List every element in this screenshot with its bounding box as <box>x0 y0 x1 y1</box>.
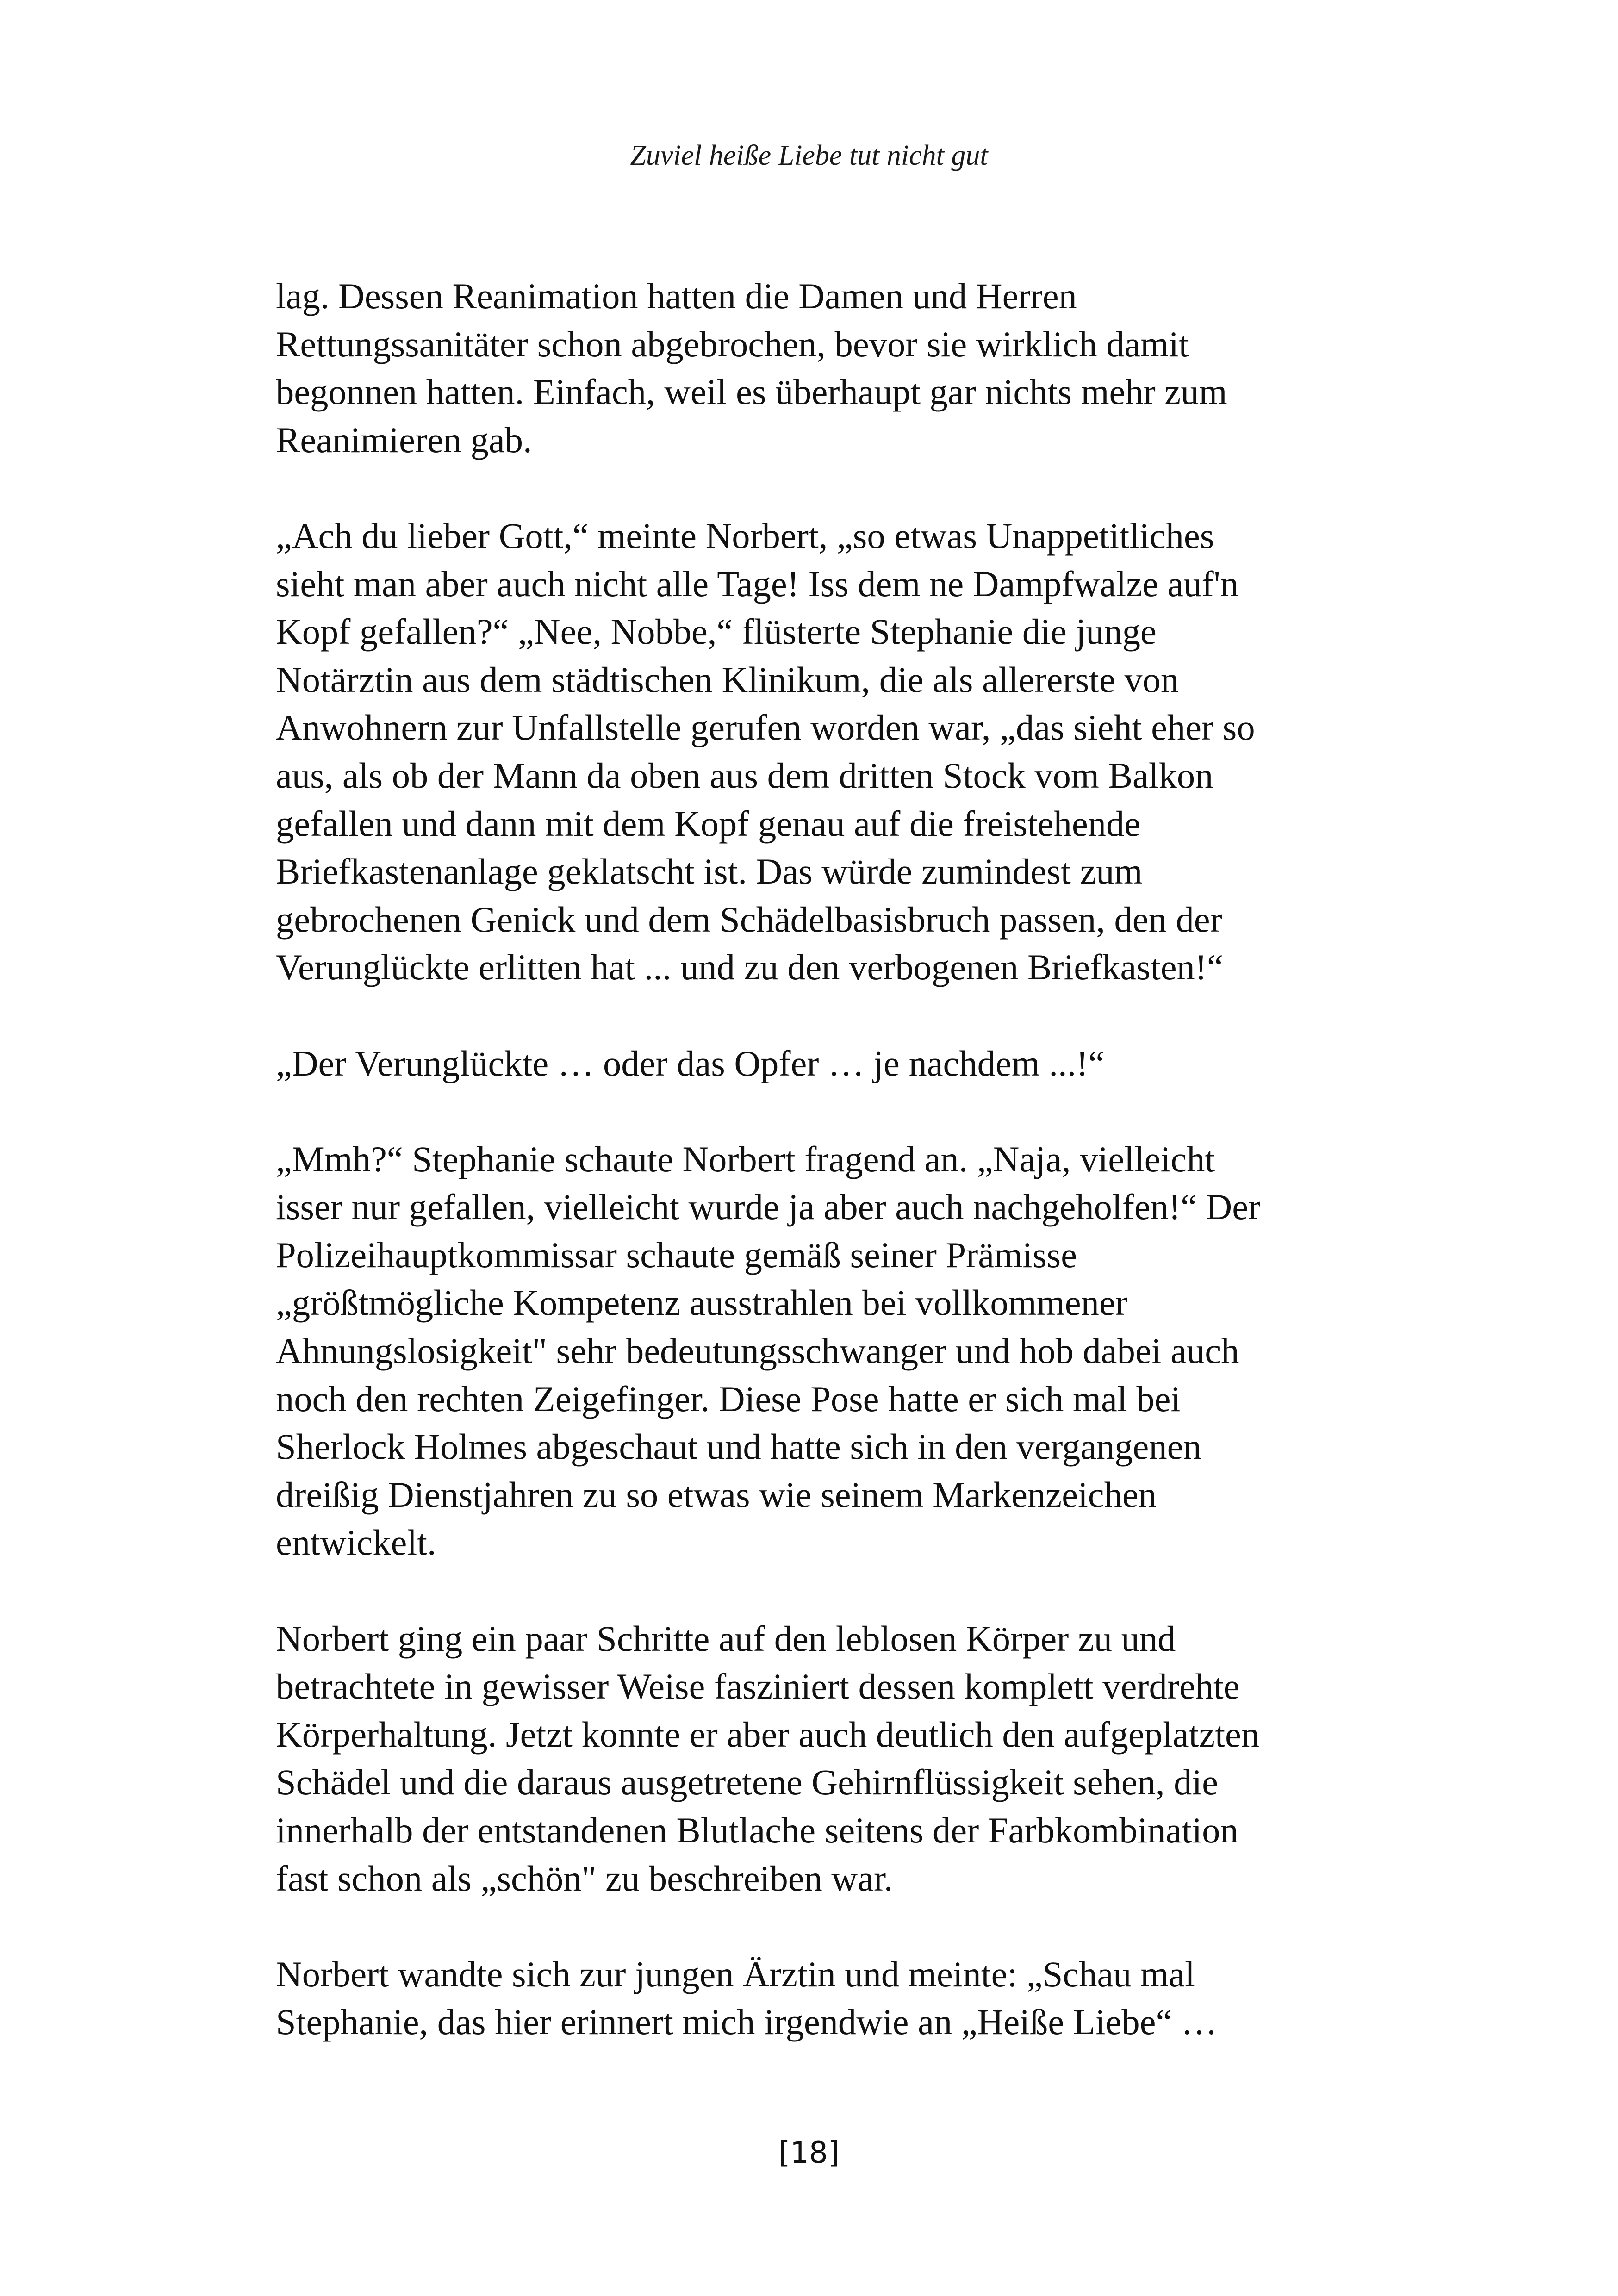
running-title: Zuviel heiße Liebe tut nicht gut <box>630 140 988 171</box>
paragraph-5: Norbert ging ein paar Schritte auf den leblosen Körper zu und betrachtete in gewisser Weise fasziniert dessen komplett verdrehte Körperhaltung. Jetzt konnte er aber auch deutlich den aufgeplatzten Schädel und die daraus ausgetretene Gehirnflüssigkeit sehen, die innerhalb der entstandenen Blutlache seitens der Farbkombination fast schon als „schön" zu beschreiben war. <box>276 1618 1260 1898</box>
paragraph-4: „Mmh?“ Stephanie schaute Norbert fragend an. „Naja, vielleicht isser nur gefallen, vielleicht wurde ja aber auch nachgeholfen!“ Der Polizeihauptkommissar schaute gemäß seiner Prämisse „größtmögliche Kompetenz ausstrahlen bei vollkommener Ahnungslosigkeit" sehr bedeutungsschwanger und hob dabei auch noch den rechten Zeigefinger. Diese Pose hatte er sich mal bei Sherlock Holmes abgeschaut und hatte sich in den vergangenen dreißig Dienstjahren zu so etwas wie seinem Markenzeichen entwickelt. <box>276 1139 1261 1563</box>
paragraph-3: „Der Verunglückte … oder das Opfer … je nachdem ...!“ <box>276 1043 1105 1083</box>
page-body <box>276 272 1354 2046</box>
page-number: [18] <box>778 2136 840 2170</box>
paragraph-1: lag. Dessen Reanimation hatten die Damen und Herren Rettungssanitäter schon abgebrochen, bevor sie wirklich damit begonnen hatten. Einfach, weil es überhaupt gar nichts mehr zum Reanimieren gab. <box>276 276 1227 460</box>
paragraph-2: „Ach du lieber Gott,“ meinte Norbert, „so etwas Unappetitliches sieht man aber auch nicht alle Tage! Iss dem ne Dampfwalze auf'n Kopf gefallen?“ „Nee, Nobbe,“ flüsterte Stephanie die junge Notärztin aus dem städtischen Klinikum, die als allererste von Anwohnern zur Unfallstelle gerufen worden war, „das sieht eher so aus, als ob der Mann da oben aus dem dritten Stock vom Balkon gefallen und dann mit dem Kopf genau auf die freistehende Briefkastenanlage geklatscht ist. Das würde zumindest zum gebrochenen Genick und dem Schädelbasisbruch passen, den der Verunglückte erlitten hat ... und zu den verbogenen Briefkasten!“ <box>276 515 1255 988</box>
paragraph-6: Norbert wandte sich zur jungen Ärztin und meinte: „Schau mal Stephanie, das hier erinnert mich irgendwie an „Heiße Liebe“ … <box>276 1954 1218 2042</box>
